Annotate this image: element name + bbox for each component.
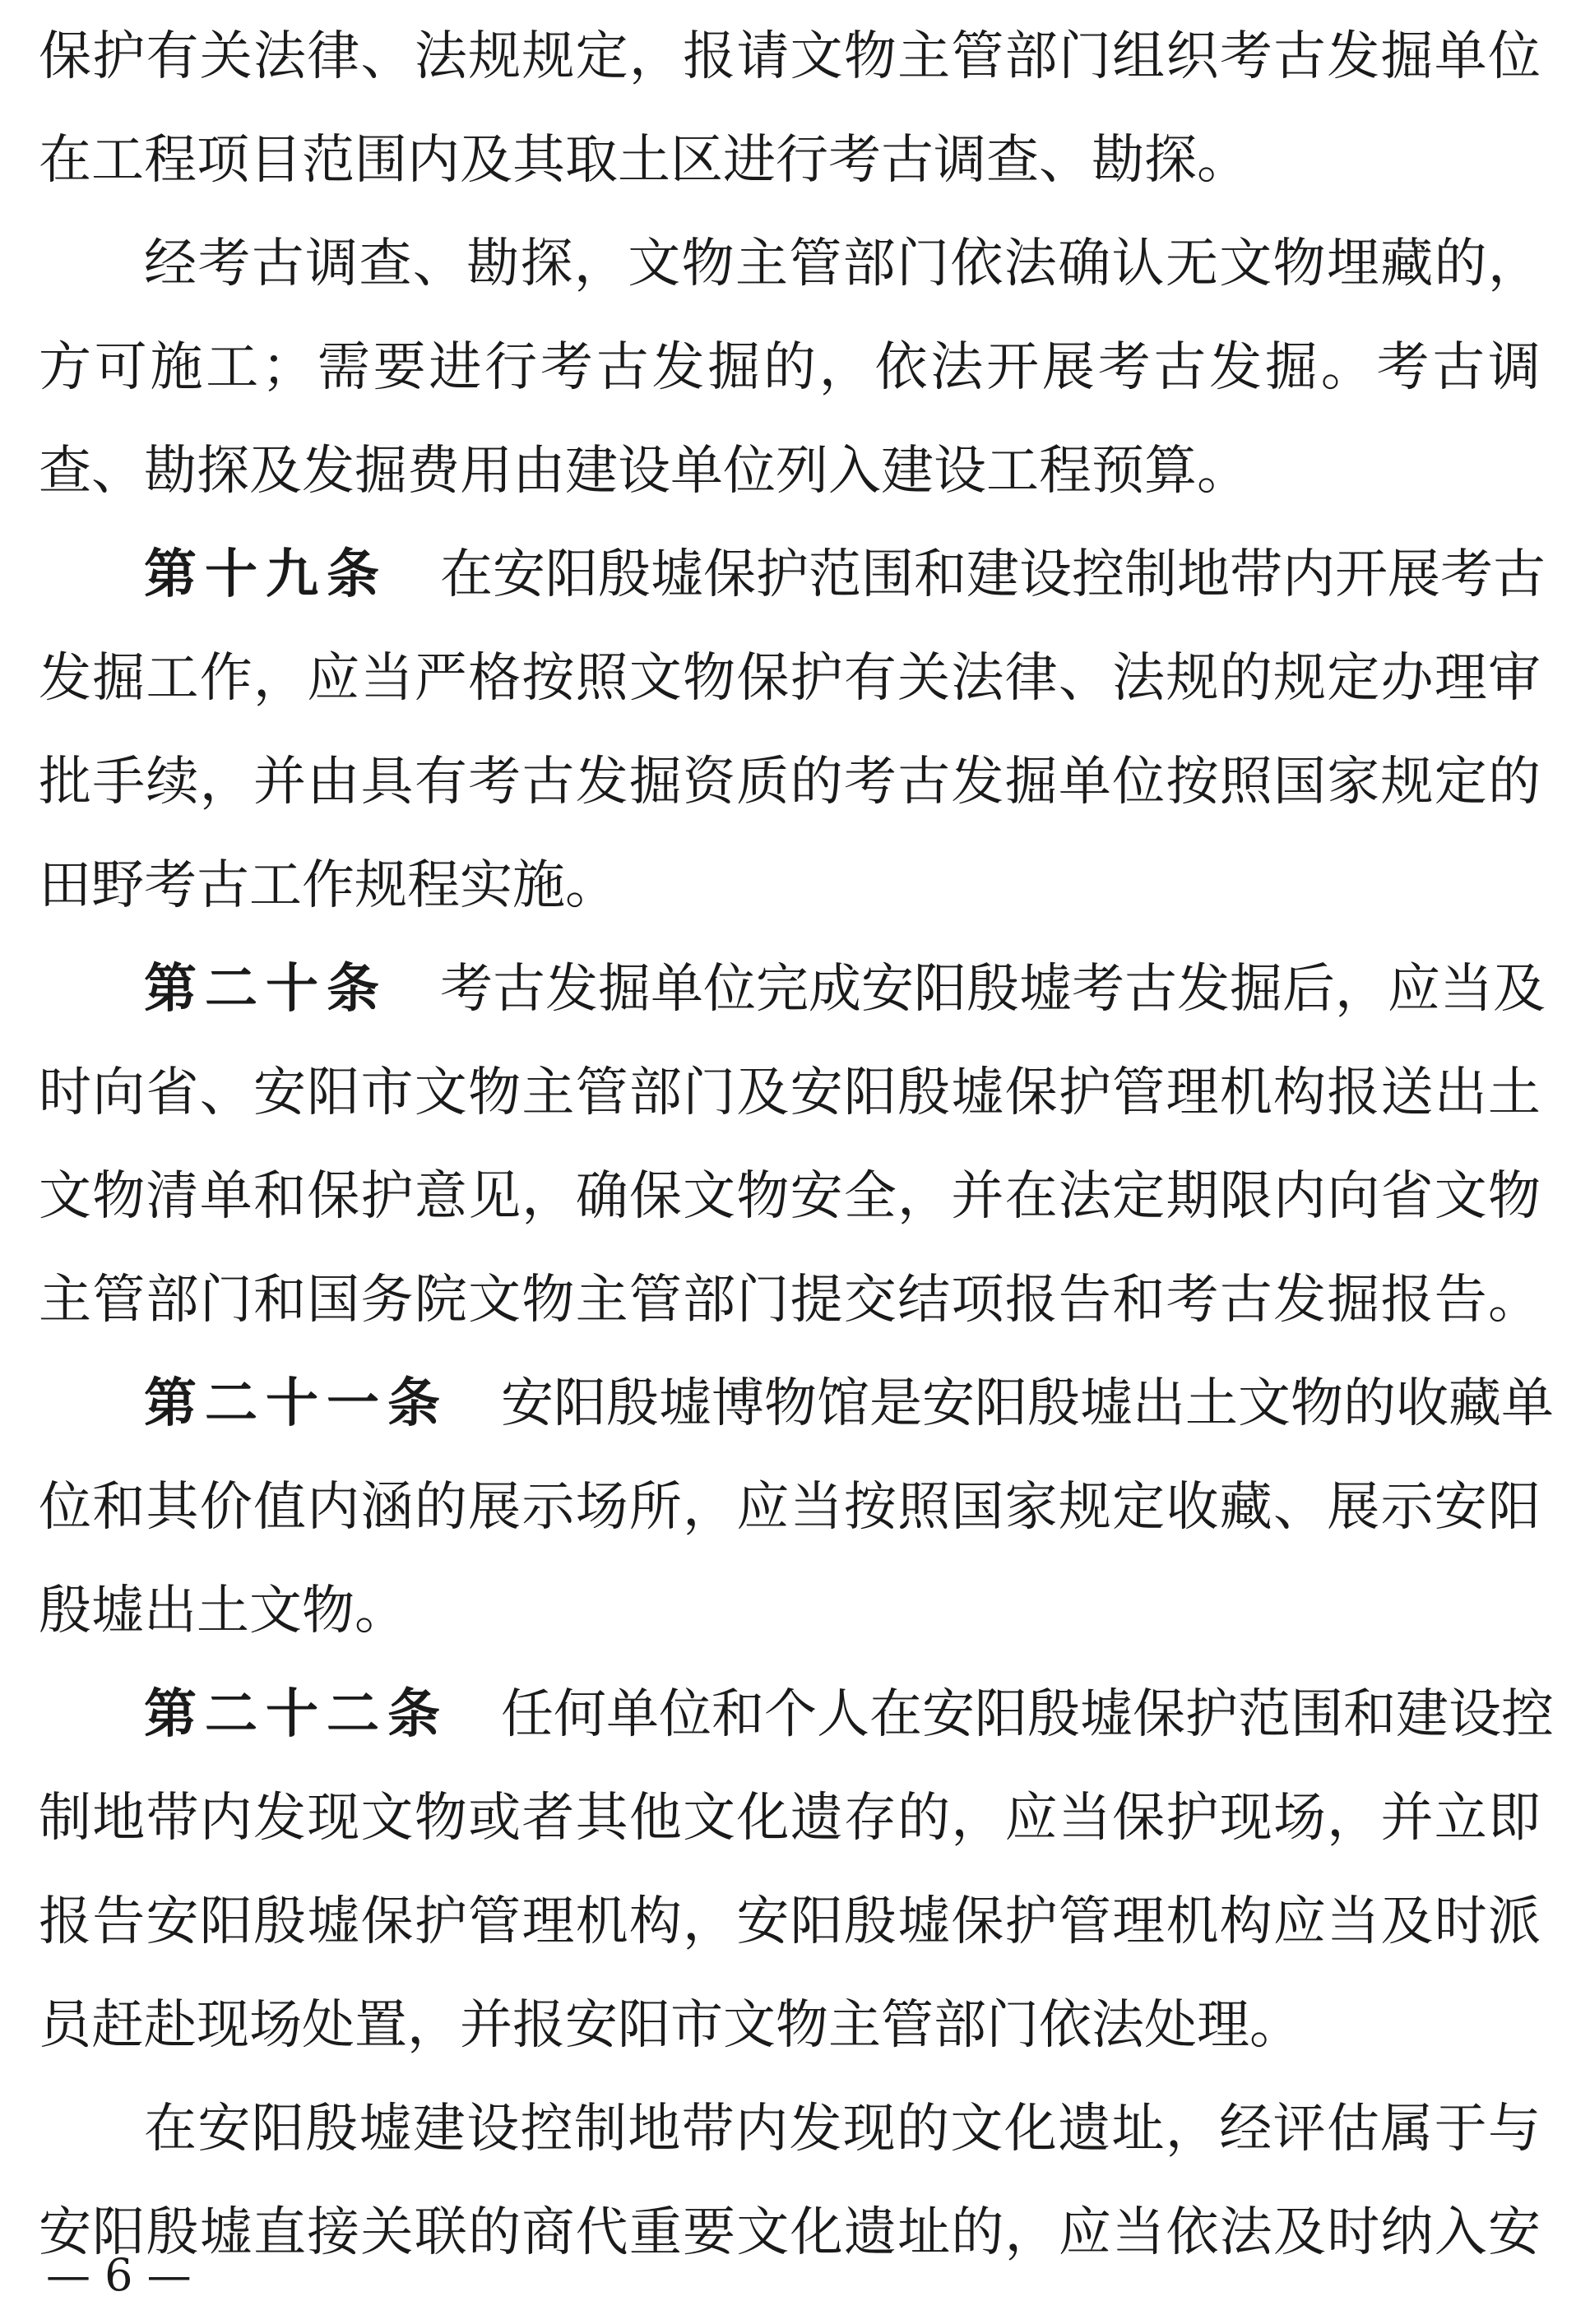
article-20-heading: 第二十条	[144, 959, 387, 1020]
article-20-first-line	[144, 937, 1546, 1041]
text-line: 制地带内发现文物或者其他文化遗存的，应当保护现场，并立即	[39, 1788, 1541, 1849]
article-20-text: 考古发掘单位完成安阳殷墟考古发掘后，应当及	[440, 959, 1546, 1020]
page-number: — 6 —	[46, 2249, 192, 2301]
article-19-heading: 第十九条	[144, 544, 387, 605]
text-line: 在安阳殷墟建设控制地带内发现的文化遗址，经评估属于与	[144, 2099, 1541, 2160]
article-19-text: 在安阳殷墟保护范围和建设控制地带内开展考古	[440, 544, 1546, 605]
text-line: 田野考古工作规程实施。	[39, 855, 618, 916]
text-line: 批手续，并由具有考古发掘资质的考古发掘单位按照国家规定的	[39, 752, 1541, 812]
text-line: 文物清单和保护意见，确保文物安全，并在法定期限内向省文物	[39, 1166, 1541, 1227]
article-21-first-line	[144, 1352, 1554, 1456]
text-line: 在工程项目范围内及其取土区进行考古调查、勘探。	[39, 130, 1249, 191]
text-line: 查、勘探及发掘费用由建设单位列入建设工程预算。	[39, 441, 1249, 502]
text-line: 位和其价值内涵的展示场所，应当按照国家规定收藏、展示安阳	[39, 1477, 1541, 1538]
text-line: 殷墟出土文物。	[39, 1581, 407, 1641]
text-line: 方可施工；需要进行考古发掘的，依法开展考古发掘。考古调	[39, 337, 1541, 398]
text-line: 保护有关法律、法规规定，报请文物主管部门组织考古发掘单位	[39, 26, 1541, 87]
text-line: 主管部门和国务院文物主管部门提交结项报告和考古发掘报告。	[39, 1270, 1541, 1331]
article-22-heading: 第二十二条	[144, 1684, 448, 1745]
article-19-first-line	[144, 523, 1546, 627]
text-line: 经考古调查、勘探，文物主管部门依法确认无文物埋藏的，	[144, 234, 1541, 294]
text-line: 报告安阳殷墟保护管理机构，安阳殷墟保护管理机构应当及时派	[39, 1891, 1541, 1952]
article-22-text: 任何单位和个人在安阳殷墟保护范围和建设控	[501, 1684, 1554, 1745]
text-line: 员赶赴现场处置，并报安阳市文物主管部门依法处理。	[39, 1995, 1302, 2056]
text-line: 发掘工作，应当严格按照文物保护有关法律、法规的规定办理审	[39, 648, 1541, 709]
text-line: 安阳殷墟直接关联的商代重要文化遗址的，应当依法及时纳入安	[39, 2202, 1541, 2263]
article-21-heading: 第二十一条	[144, 1373, 448, 1434]
article-22-first-line	[144, 1663, 1554, 1766]
text-line: 时向省、安阳市文物主管部门及安阳殷墟保护管理机构报送出土	[39, 1062, 1541, 1123]
article-21-text: 安阳殷墟博物馆是安阳殷墟出土文物的收藏单	[501, 1373, 1554, 1434]
